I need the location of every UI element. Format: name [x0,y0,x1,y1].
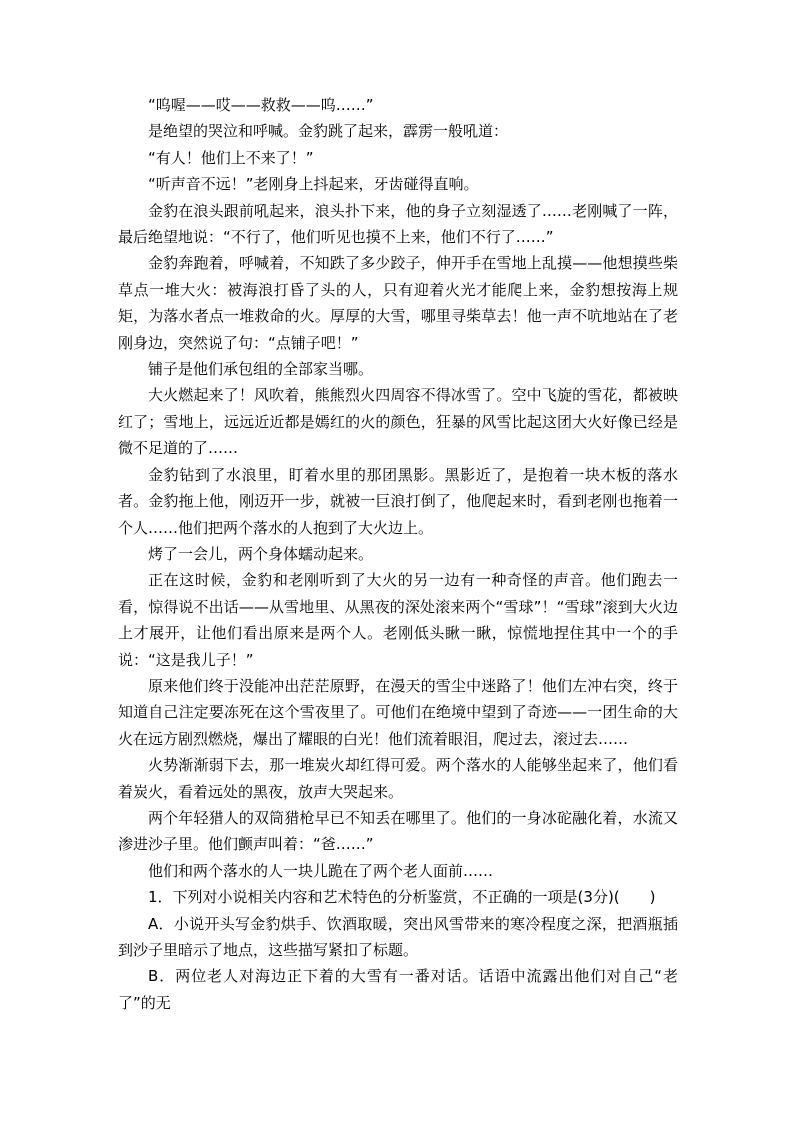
question-stem: 1．下列对小说相关内容和艺术特色的分析鉴赏，不正确的一项是(3分)( ) [148,888,656,907]
paragraph-bodies-move: 烤了一会儿，两个身体蠕动起来。 [148,544,374,563]
document-body [118,92,678,1016]
paragraph-light-fire: 金豹奔跑着，呼喊着，不知跌了多少跤子，伸开手在雪地上乱摸——他想摸些柴草点一堆大火：被海浪打昏了头的人，只有迎着火光才能爬上来，金豹想按海上规矩，为落水者点一堆救命的火。厚厚的大雪，哪里寻柴草去！他一声不吭地站在了老刚身边，突然说了句：“点铺子吧！” [118,254,678,352]
paragraph-lost-hunters: 原来他们终于没能冲出茫茫原野，在漫天的雪尘中迷路了！他们左冲右突，终于知道自己注定要冻死在这个雪夜里了。可他们在绝境中望到了奇迹——一团生命的大火在远方剧烈燃烧，爆出了耀眼的白光！他们流着眼泪，爬过去，滚过去…… [118,676,678,748]
paragraph-shout-at-waves: 金豹在浪头跟前吼起来，浪头扑下来，他的身子立刻湿透了……老刚喊了一阵，最后绝望地说：“不行了，他们听见也摸不上来，他们不行了……” [118,201,678,247]
paragraph-embers: 火势渐渐弱下去，那一堆炭火却红得可爱。两个落水的人能够坐起来了，他们看着炭火，看着远处的黑夜，放声大哭起来。 [118,756,678,801]
paragraph-someone: “有人！他们上不来了！” [148,148,314,167]
paragraph-voice-near: “听声音不远！”老刚身上抖起来，牙齿碰得直响。 [148,175,479,194]
question-block [118,884,678,1016]
paragraph-rescue: 金豹钻到了水浪里，盯着水里的那团黑影。黑影近了，是抱着一块木板的落水者。金豹拖上他，刚迈开一步，就被一巨浪打倒了，他爬起来时，看到老刚也拖着一个人……他们把两个落水的人抱到了大火边上。 [118,465,678,537]
paragraph-young-hunters: 两个年轻猎人的双筒猎枪早已不知丢在哪里了。他们的一身冰砣融化着，水流又渗进沙子里。他们颤声叫着：“爸……” [118,808,678,854]
paragraph-shack: 铺子是他们承包组的全部家当哪。 [148,360,374,379]
paragraph-big-fire: 大火燃起来了！风吹着，熊熊烈火四周容不得冰雪了。空中飞旋的雪花，都被映红了；雪地上，远远近近都是嫣红的火的颜色，狂暴的风雪比起这团大火好像已经是微不足道的了…… [118,386,678,458]
paragraph-despair: 是绝望的哭泣和呼喊。金豹跳了起来，霹雳一般吼道： [148,122,509,141]
paragraph-kneel: 他们和两个落水的人一块儿跪在了两个老人面前…… [148,861,494,880]
question-option-b: B．两位老人对海边正下着的大雪有一番对话。话语中流露出他们对自己“老了”的无 [118,967,678,1012]
question-option-a: A．小说开头写金豹烘手、饮酒取暖，突出风雪带来的寒冷程度之深，把酒瓶插到沙子里暗示了地点，这些描写紧扣了标题。 [118,914,678,959]
paragraph-snowballs: 正在这时候，金豹和老刚听到了大火的另一边有一种奇怪的声音。他们跑去一看，惊得说不出话——从雪地里、从黑夜的深处滚来两个“雪球”！“雪球”滚到大火边上才展开，让他们看出原来是两个人。老刚低头瞅一瞅，惊慌地捏住其中一个的手说：“这是我儿子！” [118,571,678,669]
paragraph-cry: “呜喔——哎——救救——呜……” [148,96,374,114]
